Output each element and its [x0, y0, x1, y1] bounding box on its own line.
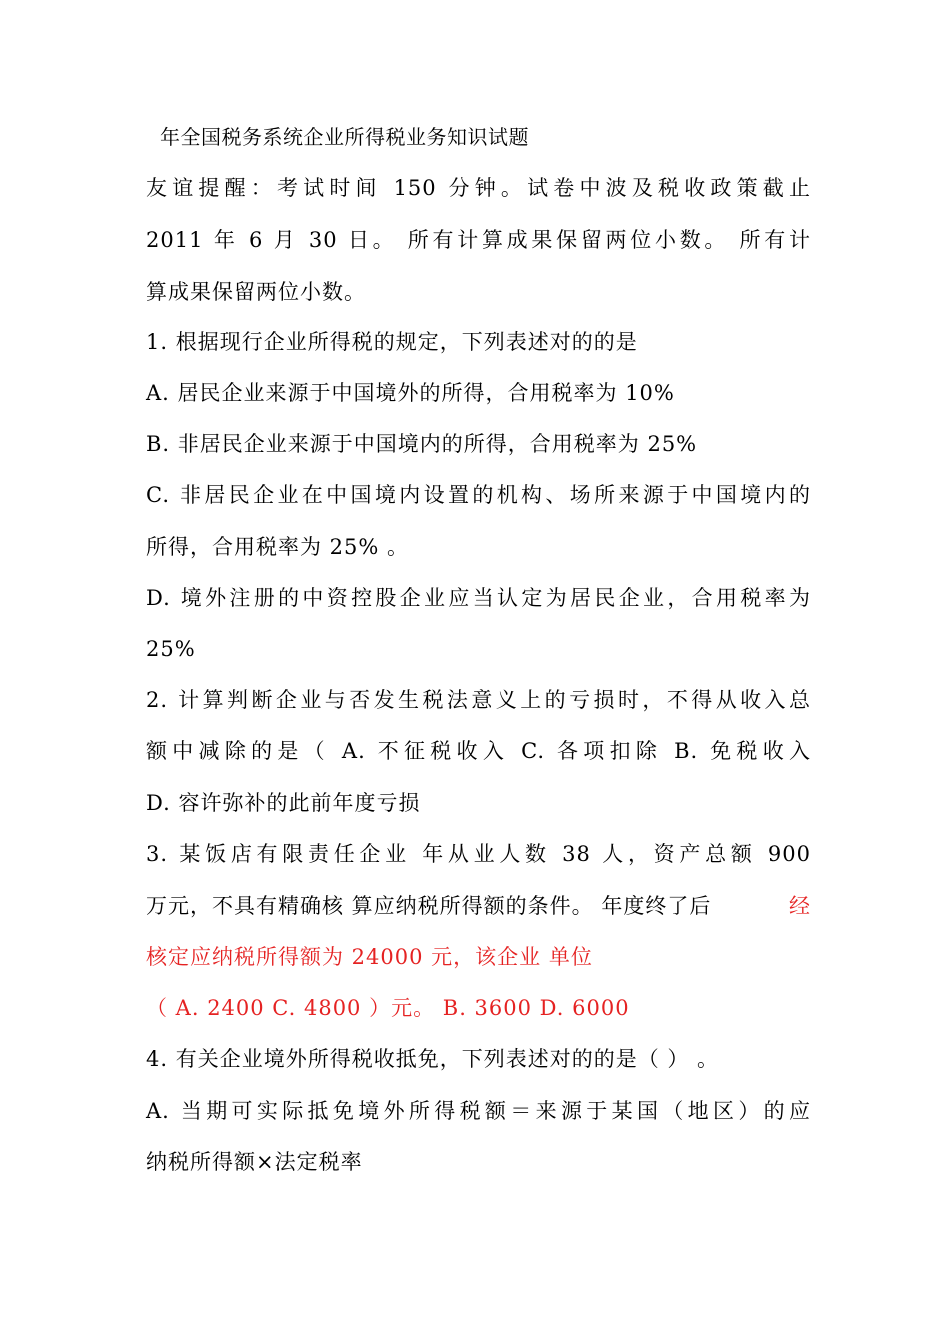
question-1-option-b: B. 非居民企业来源于中国境内的所得，合用税率为 25% [146, 432, 698, 456]
question-2-options: 额中减除的是（ A. 不征税收入 C. 各项扣除 B. 免税收入 [146, 739, 811, 763]
paragraph-line: 所得，合用税率为 25% 。 [146, 535, 410, 559]
highlighted-line: 核定应纳税所得额为 24000 元，该企业 单位 [146, 945, 593, 969]
question-2: 2. 计算判断企业与否发生税法意义上的亏损时，不得从收入总 [146, 688, 811, 712]
paragraph-line: 算成果保留两位小数。 [146, 280, 366, 304]
paragraph-line [146, 886, 811, 926]
question-4: 4. 有关企业境外所得税收抵免，下列表述对的的是（ ） 。 [146, 1047, 720, 1071]
question-1-option-d: D. 境外注册的中资控股企业应当认定为居民企业，合用税率为 [146, 586, 811, 610]
highlighted-line: （ A. 2400 C. 4800 ）元。 B. 3600 D. 6000 [146, 996, 630, 1020]
question-1-option-a: A. 居民企业来源于中国境外的所得，合用税率为 10% [146, 381, 675, 405]
paragraph-line: 2011 年 6 月 30 日。 所有计算成果保留两位小数。 所有计 [146, 228, 811, 252]
paragraph-line: 友谊提醒：考试时间 150 分钟。试卷中波及税收政策截止 [146, 176, 811, 200]
question-1: 1. 根据现行企业所得税的规定，下列表述对的的是 [146, 330, 638, 354]
question-3: 3. 某饭店有限责任企业 年从业人数 38 人，资产总额 900 [146, 842, 811, 866]
paragraph-line: 25% [146, 637, 196, 661]
paragraph-text: 万元，不具有精确核 算应纳税所得额的条件。 年度终了后 [146, 894, 712, 918]
question-4-option-a: A. 当期可实际抵免境外所得税额＝来源于某国（地区）的应 [146, 1099, 811, 1123]
highlighted-text: 经 [789, 894, 811, 918]
paragraph-line: 纳税所得额×法定税率 [146, 1150, 363, 1174]
question-2-option-d: D. 容许弥补的此前年度亏损 [146, 791, 421, 815]
document-title: 年全国税务系统企业所得税业务知识试题 [160, 125, 529, 149]
question-1-option-c: C. 非居民企业在中国境内设置的机构、场所来源于中国境内的 [146, 483, 811, 507]
